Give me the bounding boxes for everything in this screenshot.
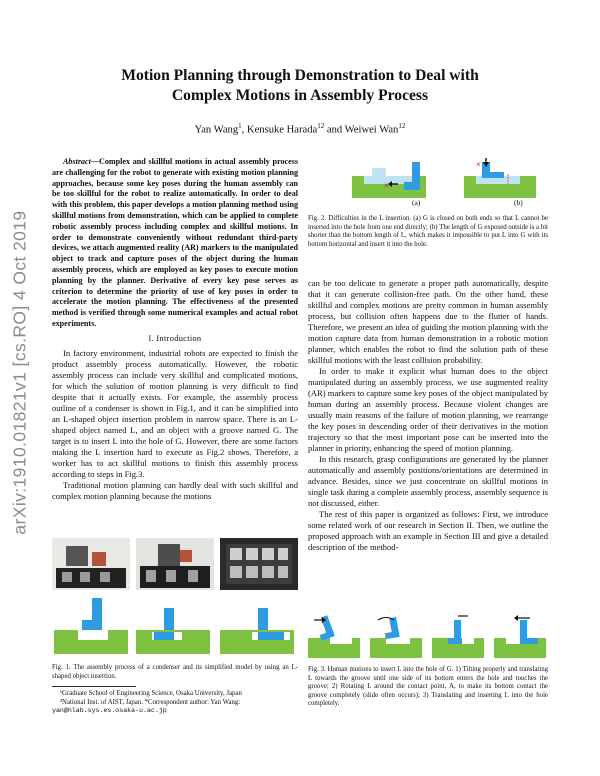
paper-title [60,66,540,106]
footnote-rule [52,686,136,687]
fig1-photo-1-art [52,538,130,590]
right-paragraph-1: can be too delicate to generate a proper path automatically, despite that it can generate collision-free path. On the other hand, these skillful and complex motions are pretty common in human assembly process, but collision often happens due to the flutter of hands. Therefore, we present an idea of guiding the motion planning with the motion capture data from human demonstration in a robotic motion planner, which enables the robot to find the solution path of these skillful motions with the least collision probability. [308,278,548,365]
abstract-label: Abstract [63,157,91,166]
authors [60,122,540,136]
right-body [308,278,548,553]
author-separator: , [241,124,247,136]
intro-body [52,348,298,502]
author-affiliation: 12 [398,122,406,130]
section-heading-intro: I. Introduction [148,334,202,343]
fig1-diagrams [52,594,298,658]
fig3-diagrams [308,614,548,660]
fig1-photo-2-art [136,538,214,590]
author-name: Yan Wang [194,124,239,136]
fig3-step-1 [308,615,360,658]
fig3-step-2 [370,617,422,658]
fig1-diagram-2 [136,608,210,654]
figure-1 [52,538,298,658]
fig1-diagram-3 [220,608,294,654]
svg-text:×: × [476,160,481,169]
fig3-step-3 [432,616,484,658]
abstract [52,157,298,330]
arxiv-stamp: arXiv:1910.01821v1 [cs.RO] 4 Oct 2019 [9,210,30,535]
intro-paragraph-1: In factory environment, industrial robots are expected to finish the product assembly process automatically. However, the robotic assembly process can include very skillful and complicated motions, for which the solution of motion planning is very difficult to find despite that it actually exists. For example, the assembly process outline of a condenser is shown in Fig.1, and it can be simplified into an L-shaped object insertion problem in narrow space. There is an L-shaped object named L, and an object with a groove named G. The target is to insert L into the hole of G. However, there are some factors making the L insertion hard to execute as Fig.2 shows. Therefore, a worker has to act skillful motions to finish this assembly process according to steps in Fig.3. [52,348,298,479]
fig1-photo-3 [220,538,298,590]
author-name: Weiwei Wan [344,124,399,136]
fig1-photo-2 [136,538,214,590]
fig3-step-4 [494,615,546,658]
intro-paragraph-2: Traditional motion planning can hardly deal with such skillful and complex motion planning because the motions [52,480,298,501]
fig1-photo-1 [52,538,130,590]
fig1-caption: Fig. 1. The assembly process of a condenser and its simplified model by using an L-shaped object insertion. [52,664,298,680]
footnote-1: ¹Graduate School of Engineering Science, Osaka University, Japan [60,690,242,697]
right-paragraph-3: In this research, grasp configurations are generated by the planner automatically and assembly positions/orientations are determined in advance. Besides, since we just concentrate on skillful motions in single task during a complete assembly process, assembly sequence is not discussed, either. [308,454,548,508]
fig2-label-b: (b) [514,198,523,207]
svg-text:×: × [384,181,389,190]
footnote-2: ²National Inst. of AIST, Japan. *Correspondent author: Yan Wang: [60,698,241,706]
figure-3 [308,614,548,660]
fig3-caption: Fig. 3. Human motions to insert L into the hole of G. 1) Tilting properly and translating L towards the groove until one side of its bottom enters the hole and touches the groove; 2) Rotating L around the contact point, A, to make its bottom contact the groove completely (slide often occurs); 3) Translating and inserting L into the hole completely. [308,666,548,708]
right-paragraph-4: The rest of this paper is organized as follows: First, we introduce some related work of our research in Section II. Then, we outline the proposed approach with an example in Section III and give a detailed description of the method- [308,509,548,552]
fig2-caption: Fig. 2. Difficulties in the L insertion. (a) G is closed on both ends so that L cannot be inserted into the hole from one end directly; (b) The length of G exposed outside is a bit shorter than the bottom length of L, which makes it impossible to put L into G with its bottom horizontal and insert it into the hole. [308,215,548,248]
abstract-text: —Complex and skillful motions in actual assembly process are challenging for the robot to generate with existing motion planning approaches, because some key poses during the human assembly can be too skillful for the robot to realize automatically. In order to deal with this problem, this paper develops a motion planning method using skillful motions from demonstration, which can be applied to complete robotic assembly process including complex and skillful motions. In order to demonstrate conveniently without redundant third-party devices, we attach augmented reality (AR) markers to the manipulated object to track and capture poses of the object during the human assembly process, which are employed as key poses to execute motion planning by the planner. Derivative of every key pose serves as criterion to determine the priority of use of key poses in order to accelerate the motion planning. The effectiveness of the presented method is verified through some numerical examples and actual robot experiments. [52,157,298,328]
fig2-diagram-b [464,158,536,198]
title-line-1: Motion Planning through Demonstration to Deal with [121,67,479,84]
figure-2 [352,158,542,210]
right-paragraph-2: In order to make it explicit what human does to the object manipulated during an assembly process, we use augmented reality (AR) markers to capture some key poses of the object manipulated by human during an assembly process. Because violent changes are usually main reasons of the failure of motion planning, we rearrange the key poses in descending order of their derivatives in the motion trajectory so that the most important pose can be inserted into the planner in priority, enhancing the speed of motion planning. [308,366,548,453]
fig2-label-a: (a) [412,198,421,207]
title-line-2: Complex Motions in Assembly Process [171,87,429,104]
footnotes [52,690,302,716]
author-name: Kensuke Harada [246,124,318,136]
footnote-email: yan@hlab.sys.es.osaka-u.ac.jp [52,707,167,715]
fig2-diagram-a [352,162,426,198]
fig1-diagram-1 [54,598,128,654]
author-affiliation: 12 [317,122,325,130]
author-affiliation: 1 [238,122,242,130]
fig1-photo-3-art [220,538,298,590]
author-and: and [326,124,343,136]
